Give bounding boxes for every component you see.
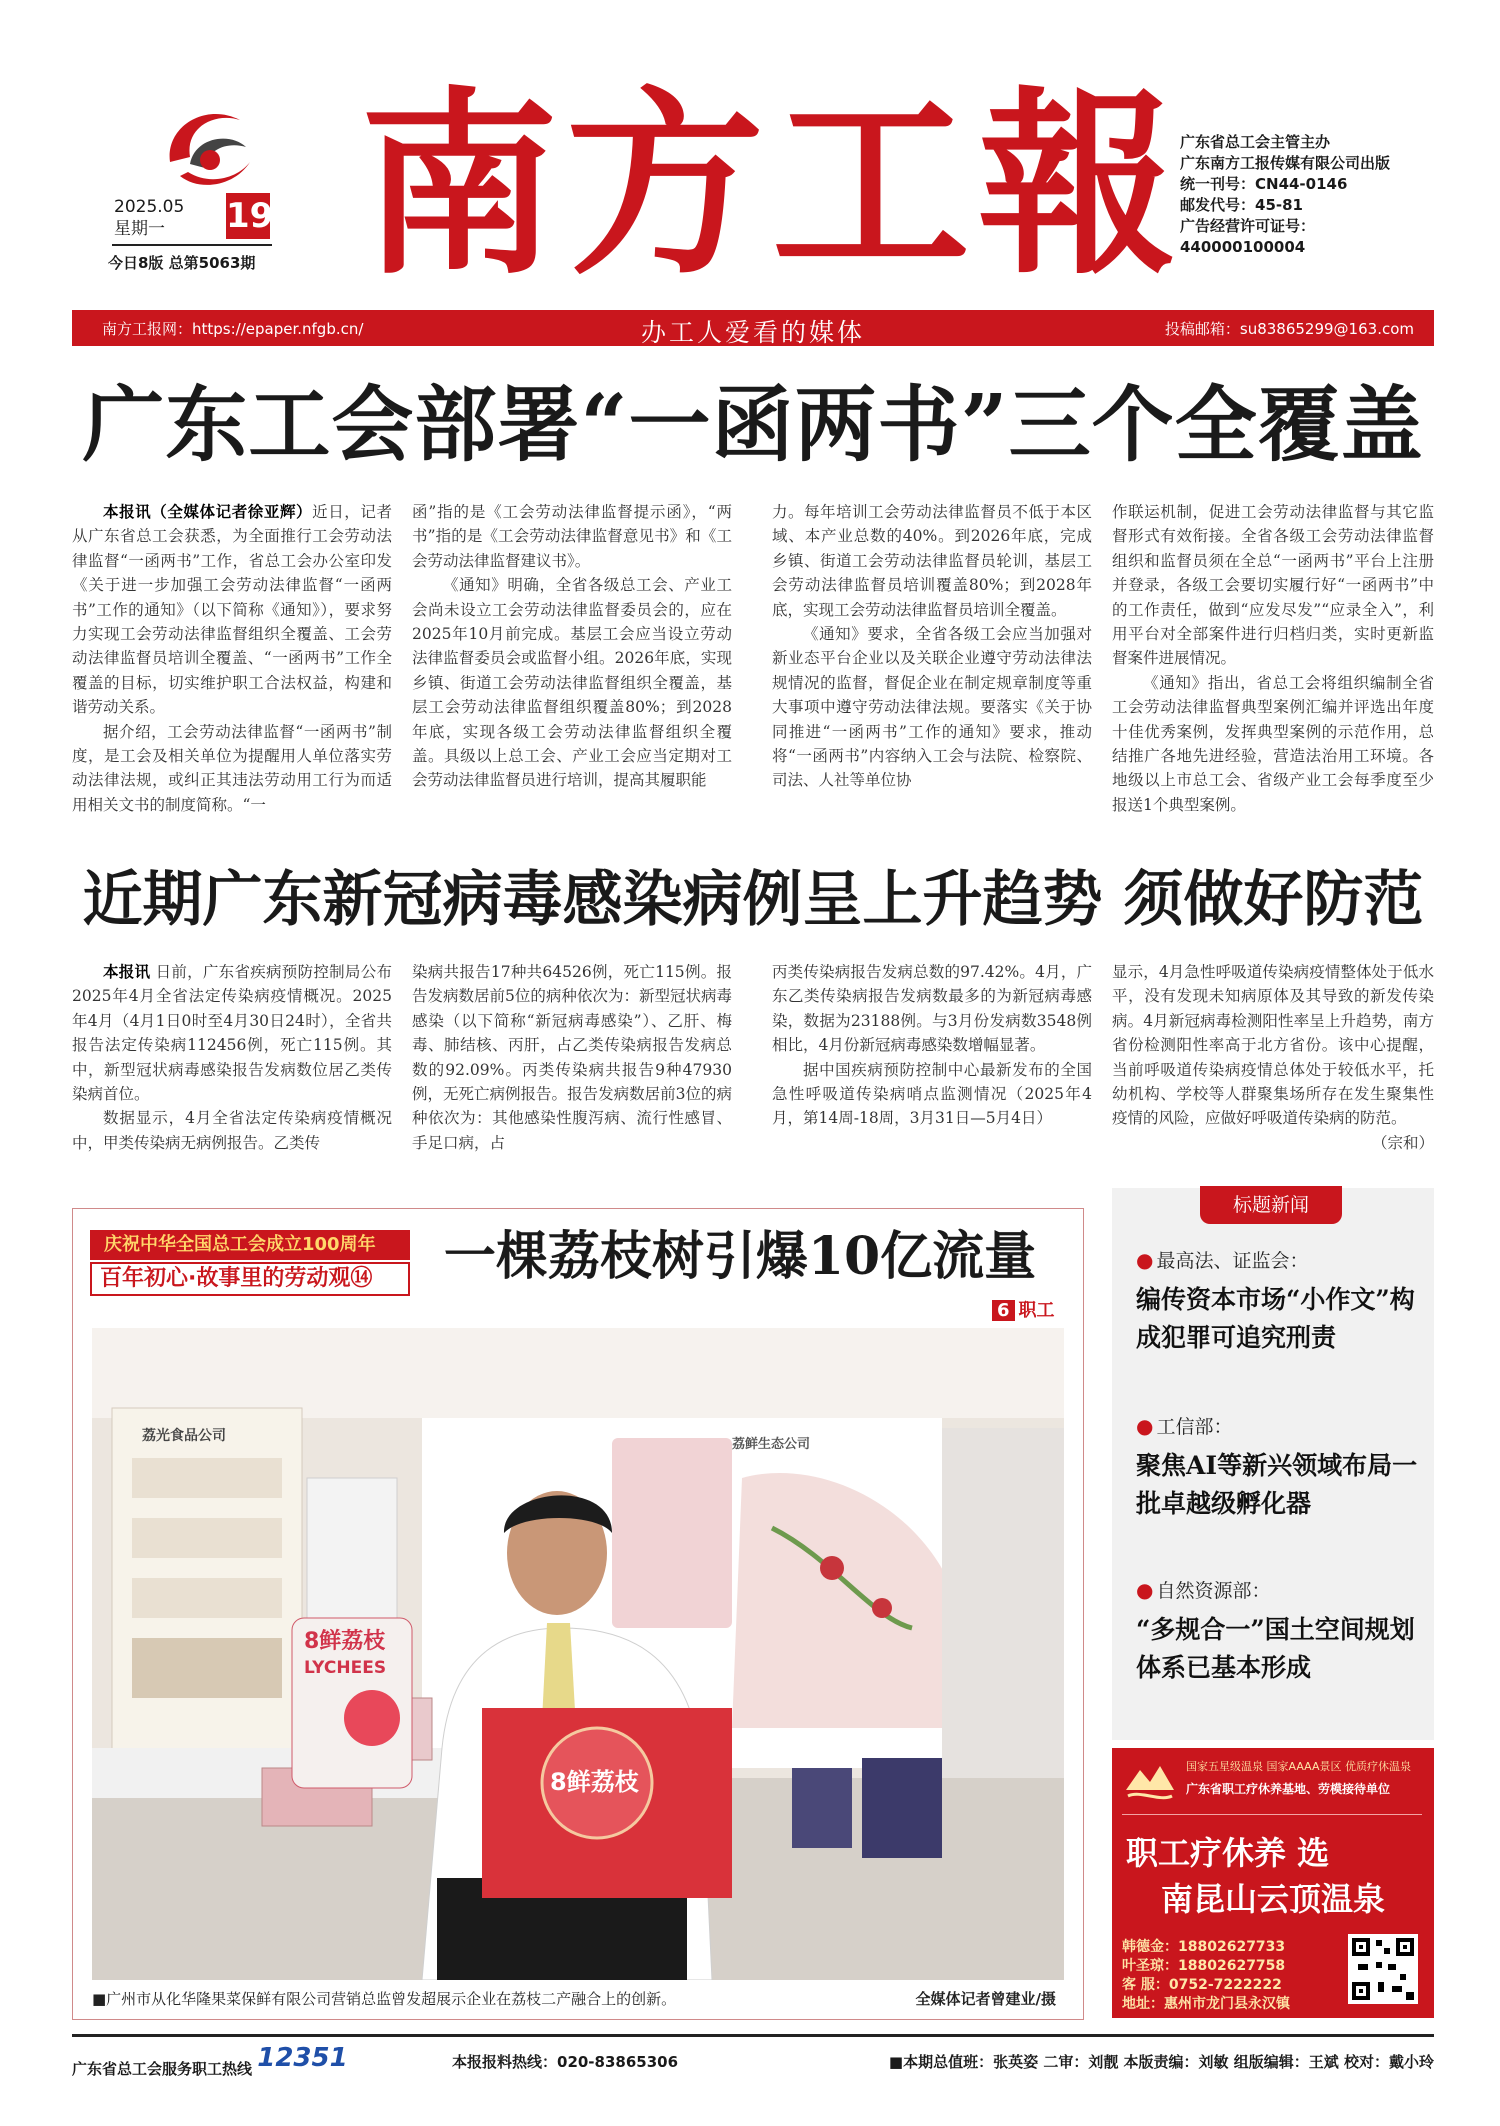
paragraph: 《通知》明确，全省各级总工会、产业工会尚未设立工会劳动法律监督委员会的，应在2025年10月前完成。基层工会应当设立劳动法律监督委员会或监督小组。2026年底，实现乡镇、街道工会劳动法律监督组织全覆盖，基层工会劳动法律监督组织覆盖80%；到2028年底，实现各级工会劳动法律监督组织全覆盖。具级以上总工会、产业工会应当定期对工会劳动法律监督员进行培训，提高其履职能 bbox=[412, 576, 732, 790]
caption-text: ■广州市从化华隆果菜保鲜有限公司营销总监曾发超展示企业在荔枝二产融合上的创新。 bbox=[92, 1990, 677, 2008]
article1-col4 bbox=[1112, 500, 1434, 840]
bag-en: LYCHEES bbox=[304, 1658, 387, 1678]
qr-code-icon[interactable] bbox=[1348, 1934, 1418, 2004]
company-right-sign: 荔鲜生态公司 bbox=[732, 1437, 811, 1452]
ad-subtitle: 广东省职工疗休养基地、劳模接待单位 bbox=[1186, 1782, 1391, 1796]
ad-divider bbox=[1122, 1814, 1422, 1815]
report-hotline: 本报报料热线：020-83865306 bbox=[452, 2053, 679, 2071]
pub-line: 广东南方工报传媒有限公司出版 bbox=[1180, 154, 1391, 172]
page-name: 职工 bbox=[1018, 1300, 1055, 1321]
feature-photo bbox=[92, 1328, 1064, 1980]
staff-credits: ■本期总值班：张英姿 二审：刘靓 本版责编：刘敏 组版编辑：王斌 校对：戴小玲 bbox=[888, 2053, 1434, 2071]
ad-line1: 职工疗休养 选 bbox=[1126, 1834, 1330, 1872]
feature-title: 一棵荔枝树引爆10亿流量 bbox=[443, 1226, 1037, 1287]
date-divider bbox=[112, 244, 272, 246]
date-month: 2025.05 bbox=[114, 197, 185, 217]
date-block bbox=[114, 196, 184, 240]
newspaper-title: 南方工報 bbox=[360, 68, 1184, 301]
article1-col1 bbox=[72, 500, 392, 840]
paragraph: 丙类传染病报告发病总数的97.42%。4月，广东乙类传染病报告发病数最多的为新冠病毒感染，数据为23188例。与3月份发病数3548例相比，4月份新冠病毒感染数增幅显著。 bbox=[772, 963, 1092, 1055]
article2-signature: （宗和） bbox=[1371, 1133, 1434, 1152]
paragraph: 函”指的是《工会劳动法律监督提示函》，“两书”指的是《工会劳动法律监督意见书》和《工会劳动法律监督建议书》。 bbox=[412, 503, 732, 570]
pub-line: 邮发代号：45-81 bbox=[1180, 196, 1303, 214]
news-source: 自然资源部： bbox=[1156, 1580, 1271, 1602]
ad-contact: 地址：惠州市龙门县永汉镇 bbox=[1122, 1996, 1290, 2012]
ad-contacts bbox=[1122, 1938, 1290, 2014]
company-left-sign: 荔光食品公司 bbox=[142, 1428, 226, 1444]
ad-line2: 南昆山云顶温泉 bbox=[1160, 1880, 1385, 1918]
paragraph: 据介绍，工会劳动法律监督“一函两书”制度，是工会及相关单位为提醒用人单位落实劳动法律法规，或纠正其违法劳动用工行为而适用相关文书的制度简称。“一 bbox=[72, 722, 392, 814]
pub-line: 广告经营许可证号： bbox=[1180, 217, 1316, 235]
paragraph: 显示，4月急性呼吸道传染病疫情整体处于低水平，没有发现未知病原体及其导致的新发传染病。4月新冠病毒检测阳性率呈上升趋势，南方省份检测阳性率高于北方省份。该中心提醒，当前呼吸道传染病疫情总体处于较低水平，托幼机构、学校等人群聚集场所存在发生聚集性疫情的风险，应做好呼吸道传染病的防范。 bbox=[1112, 963, 1434, 1128]
date-weekday: 星期一 bbox=[114, 219, 165, 239]
paragraph: 力。每年培训工会劳动法律监督员不低于本区域、本产业总数的40%。到2026年底，完成乡镇、街道工会劳动法律监督员轮训，基层工会劳动法律监督员培训覆盖80%；到2028年底，实现工会劳动法律监督员培训全覆盖。 bbox=[772, 503, 1092, 619]
article1-headline: 广东工会部署“一函两书”三个全覆盖 bbox=[82, 377, 1424, 473]
hotline-label: 广东省总工会服务职工热线 bbox=[72, 2060, 253, 2078]
series-badge-top: 庆祝中华全国总工会成立100周年 bbox=[90, 1230, 410, 1260]
news-item[interactable] bbox=[1136, 1412, 1426, 1523]
news-title: 编传资本市场“小作文”构成犯罪可追究刑责 bbox=[1136, 1285, 1415, 1352]
paragraph: 数据显示，4月全省法定传染病疫情概况中，甲类传染病无病例报告。乙类传 bbox=[72, 1109, 392, 1152]
news-source: 工信部： bbox=[1156, 1416, 1233, 1438]
email-link[interactable]: 投稿邮箱：su83865299@163.com bbox=[1164, 320, 1414, 338]
paragraph: 近日，记者从广东省总工会获悉，为全面推行工会劳动法律监督“一函两书”工作，省总工会办公室印发《关于进一步加强工会劳动法律监督“一函两书”工作的通知》（以下简称《通知》），要求努力实现工会劳动法律监督组织全覆盖、工会劳动法律监督员培训全覆盖、“一函两书”工作全覆盖的目标，切实维护职工合法权益，构建和谐劳动关系。 bbox=[72, 503, 392, 717]
series-badge-bottom: 百年初心·故事里的劳动观⑭ bbox=[90, 1262, 410, 1296]
hotline-number[interactable]: 12351 bbox=[257, 2043, 348, 2073]
bullet-icon: ● bbox=[1136, 1414, 1154, 1438]
ad-ratings: 国家五星级温泉 国家AAAA景区 优质疗休温泉 bbox=[1186, 1760, 1412, 1773]
article1-col2 bbox=[412, 500, 732, 840]
news-title: 聚焦AI等新兴领域布局一批卓越级孵化器 bbox=[1136, 1451, 1418, 1518]
bag-brand: 8鲜荔枝 bbox=[304, 1629, 386, 1654]
ad-contact: 韩德金：18802627733 bbox=[1122, 1939, 1286, 1955]
pub-line: 统一刊号：CN44-0146 bbox=[1180, 175, 1348, 193]
website-link[interactable]: 南方工报网：https://epaper.nfgb.cn/ bbox=[102, 320, 364, 338]
masthead-bar bbox=[72, 310, 1434, 346]
hotline bbox=[72, 2043, 348, 2081]
page-reference[interactable] bbox=[992, 1296, 1055, 1322]
date-day: 19 bbox=[226, 193, 270, 239]
headline-news-tab: 标题新闻 bbox=[1200, 1186, 1342, 1224]
bullet-icon: ● bbox=[1136, 1578, 1154, 1602]
article2-headline: 近期广东新冠病毒感染病例呈上升趋势 须做好防范 bbox=[82, 865, 1424, 935]
paragraph: 《通知》指出，省总工会将组织编制全省工会劳动法律监督典型案例汇编并评选出年度十佳优秀案例，发挥典型案例的示范作用，总结推广各地先进经验，营造法治用工环境。各地级以上市总工会、省级产业工会每季度至少报送1个典型案例。 bbox=[1112, 673, 1434, 814]
issue-info: 今日8版 总第5063期 bbox=[108, 254, 256, 272]
news-source: 最高法、证监会： bbox=[1156, 1250, 1309, 1272]
news-item[interactable] bbox=[1136, 1576, 1426, 1687]
publisher-info bbox=[1180, 132, 1480, 258]
slogan: 办工人爱看的媒体 bbox=[640, 318, 865, 347]
article2-col1 bbox=[72, 960, 392, 1160]
bullet-icon: ● bbox=[1136, 1248, 1154, 1272]
box-brand: 8鲜荔枝 bbox=[550, 1768, 639, 1796]
news-item[interactable] bbox=[1136, 1246, 1426, 1357]
paragraph: 据中国疾病预防控制中心最新发布的全国急性呼吸道传染病哨点监测情况（2025年4月，第14周-18周，3月31日—5月4日） bbox=[772, 1060, 1092, 1128]
article2-byline: 本报讯 bbox=[103, 962, 151, 981]
paragraph: 作联运机制，促进工会劳动法律监督与其它监督形式有效衔接。全省各级工会劳动法律监督组织和监督员须在全总“一函两书”平台上注册并登录，各级工会要切实履行好“一函两书”中的工作责任，做到“应发尽发”“应录全入”，利用平台对全部案件进行归档归类，实时更新监督案件进展情况。 bbox=[1112, 503, 1434, 668]
page-number: 6 bbox=[992, 1300, 1015, 1321]
photo-caption bbox=[92, 1988, 1064, 2009]
pub-line: 440000100004 bbox=[1180, 238, 1306, 256]
article2-col2 bbox=[412, 960, 732, 1160]
article1-col3 bbox=[772, 500, 1092, 840]
pub-line: 广东省总工会主管主办 bbox=[1180, 133, 1331, 151]
ad-contact: 叶圣琼：18802627758 bbox=[1122, 1958, 1286, 1974]
news-title: “多规合一”国土空间规划体系已基本形成 bbox=[1136, 1615, 1415, 1682]
hot-spring-ad[interactable] bbox=[1112, 1748, 1434, 2018]
resort-logo-icon bbox=[1122, 1756, 1178, 1804]
paragraph: 《通知》要求，全省各级工会应当加强对新业态平台企业以及关联企业遵守劳动法律法规情况的监督，督促企业在制定规章制度等重大事项中遵守劳动法律法规。要落实《关于协同推进“一函两书”工作的通知》要求，推动将“一函两书”内容纳入工会与法院、检察院、司法、人社等单位协 bbox=[772, 625, 1092, 790]
logo-swirl-icon bbox=[160, 102, 256, 190]
ad-contact: 客 服：0752-7222222 bbox=[1122, 1977, 1282, 1993]
paragraph: 日前，广东省疾病预防控制局公布2025年4月全省法定传染病疫情概况。2025年4月（4月1日0时至4月30日24时），全省共报告法定传染病112456例，死亡115例。其中，新型冠状病毒感染报告发病数位居乙类传染病首位。 bbox=[72, 963, 392, 1104]
article2-col4 bbox=[1112, 960, 1434, 1160]
footer bbox=[72, 2034, 1434, 2077]
paragraph: 染病共报告17种共64526例，死亡115例。报告发病数居前5位的病种依次为：新型冠状病毒感染（以下简称“新冠病毒感染”）、乙肝、梅毒、肺结核、丙肝，占乙类传染病报告发病总数的92.09%。丙类传染病共报告9种47930例，无死亡病例报告。报告发病数居前3位的病种依次为：其他感染性腹泻病、流行性感冒、手足口病，占 bbox=[412, 963, 732, 1152]
article1-byline: 本报讯（全媒体记者徐亚辉） bbox=[103, 502, 313, 521]
photo-credit: 全媒体记者曾建业/摄 bbox=[915, 1990, 1056, 2008]
article2-col3 bbox=[772, 960, 1092, 1160]
